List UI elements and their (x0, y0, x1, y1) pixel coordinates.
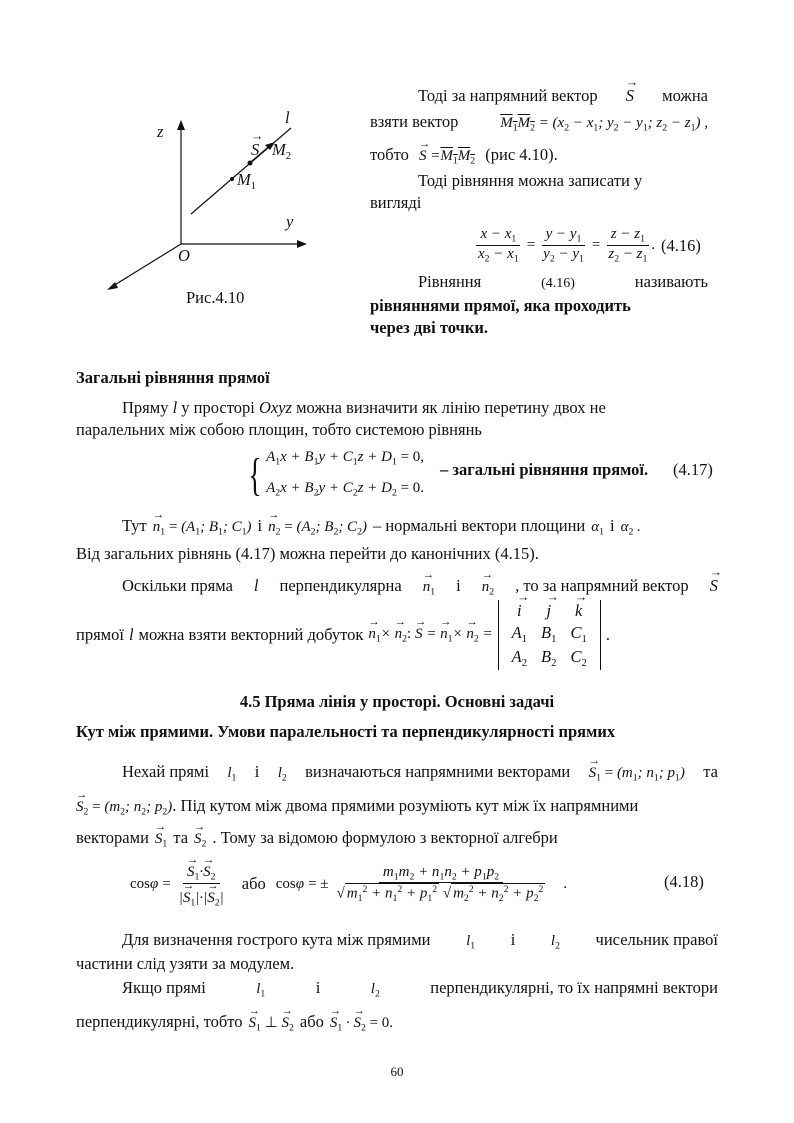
figure-4-10 (95, 110, 325, 290)
general-p3-line1: Оскільки пряма l перпендикулярна → $n_1$ і → $n_2$ , то за напрямний вектор → S (122, 576, 718, 597)
eq-number-4-16: (4.16) (661, 236, 701, 255)
general-p3-line2: прямої l можна взяти векторний добуток → $n_1\times \to n_2$: → S = → $n_1\times \to n_2$ = → i → j → k $A_1$ $B_1$ $C_1$ $A_2$ $B_2$ $C_2$ . (76, 600, 610, 670)
fig-label-s: → S (251, 140, 259, 160)
system-4-17: { $A_1x + B_1y + C_1z + D_1 = 0$, $A_2x + B_2y + C_2z + D_2 = 0$. (248, 449, 425, 501)
cross-product-determinant: → i → j → k $A_1$ $B_1$ $C_1$ $A_2$ $B_2$ $C_2$ (498, 600, 601, 670)
figure-caption: Рис.4.10 (186, 288, 245, 307)
top-line-5: вигляді (370, 193, 422, 212)
s45-p3-line2: перпендикулярні, тобто → $S_1$ ⊥ → $S_2$ або → $S_1$ · → $S_2 = 0$. (76, 1012, 393, 1033)
fig-label-z: z (157, 122, 164, 141)
heading-general-equations: Загальні рівняння прямої (76, 368, 270, 387)
eq-number-4-18: (4.18) (664, 872, 704, 891)
s45-p3-line1: Якщо прямі $l_1$ і $l_2$ перпендикулярні, то їх напрямні вектори (122, 978, 718, 1000)
system-label: – загальні рівняння прямої. (440, 460, 649, 479)
fig-label-o: O (178, 246, 190, 265)
page-number: 60 (390, 1064, 404, 1079)
general-p2-line2: Від загальних рівнянь (4.17) можна перейти до канонічних (4.15). (76, 544, 539, 563)
fig-label-m2: $M_2$ (272, 140, 292, 162)
fig-label-m1: $M_1$ (237, 170, 257, 192)
top-line-4: Тоді рівняння можна записати у (418, 171, 643, 190)
general-p1-line2: паралельних між собою площин, тобто системою рівнянь (76, 420, 482, 439)
eq-number-4-17: (4.17) (673, 460, 713, 479)
fig-label-y: y (286, 212, 294, 231)
s45-p2-line2: частини слід узяти за модулем. (76, 954, 295, 973)
section-4-5-subtitle: Кут між прямими. Умови паралельності та перпендикулярності прямих (76, 722, 616, 741)
equation-4-16: $\frac{x - x_1}{x_2 - x_1}$ = $\frac{y - y_1}{y_2 - y_1}$ = $\frac{z - z_1}{z_2 - z_1}$ . (478, 226, 656, 265)
s45-p1-line2: → $S_2 = (m_2$; $n_2$; $p_2$). Під кутом між двома прямими розуміють кут між їх напрямними (76, 796, 638, 817)
top-line-6: Рівняння (4.16) називають (418, 272, 708, 291)
top-bold-1: рівняннями прямої, яка проходить (370, 296, 631, 315)
s45-p1-line3: векторами → $S_1$ та → $S_2$ . Тому за відомою формулою з векторної алгебри (76, 828, 558, 849)
s45-p2-line1: Для визначення гострого кута між прямими $l_1$ і $l_2$ чисельник правої (122, 930, 718, 952)
general-p1-line1: Пряму l у просторі Oxyz можна визначити як лінію перетину двох не (122, 398, 606, 417)
top-line-3: тобто → $S =M_1M_2$ (рис 4.10). (370, 145, 558, 166)
general-p2-line1: Тут → $n_1 = (A_1$; $B_1$; $C_1$) і → $n_2 = (A_2$; $B_2$; $C_2$) – нормальні вектори площини $\alpha_1$ і $\alpha_2$ . (122, 516, 641, 537)
top-bold-2: через дві точки. (370, 318, 489, 337)
fig-label-l: l (285, 108, 290, 127)
top-line-2: взяти вектор $M_1M_2 = (x_2 - x_1$; $y_2 - y_1$; $z_2 - z_1$) , (370, 112, 708, 134)
section-4-5-title: 4.5 Пряма лінія у просторі. Основні задачі (239, 692, 555, 711)
equation-4-18: cos φ = → $\frac{S_1\cdot\to S_2}{|\to S_1|\cdot|\to S_2|}$ або cos φ = ± $\frac{m_1m_2 + n_1n_2 + p_1p_2}{√ m_1^2 + n_1^2 + p_1^2 √ m_2^2 + n_2^2 + p_2^2}$ . (130, 860, 567, 908)
s45-p1-line1: Нехай прямі $l_1$ і $l_2$ визначаються напрямними векторами → $S_1 = (m_1$; $n_1$; $p_1$) та (122, 762, 718, 783)
top-line-1: Тоді за напрямний вектор → S можна (418, 86, 708, 106)
